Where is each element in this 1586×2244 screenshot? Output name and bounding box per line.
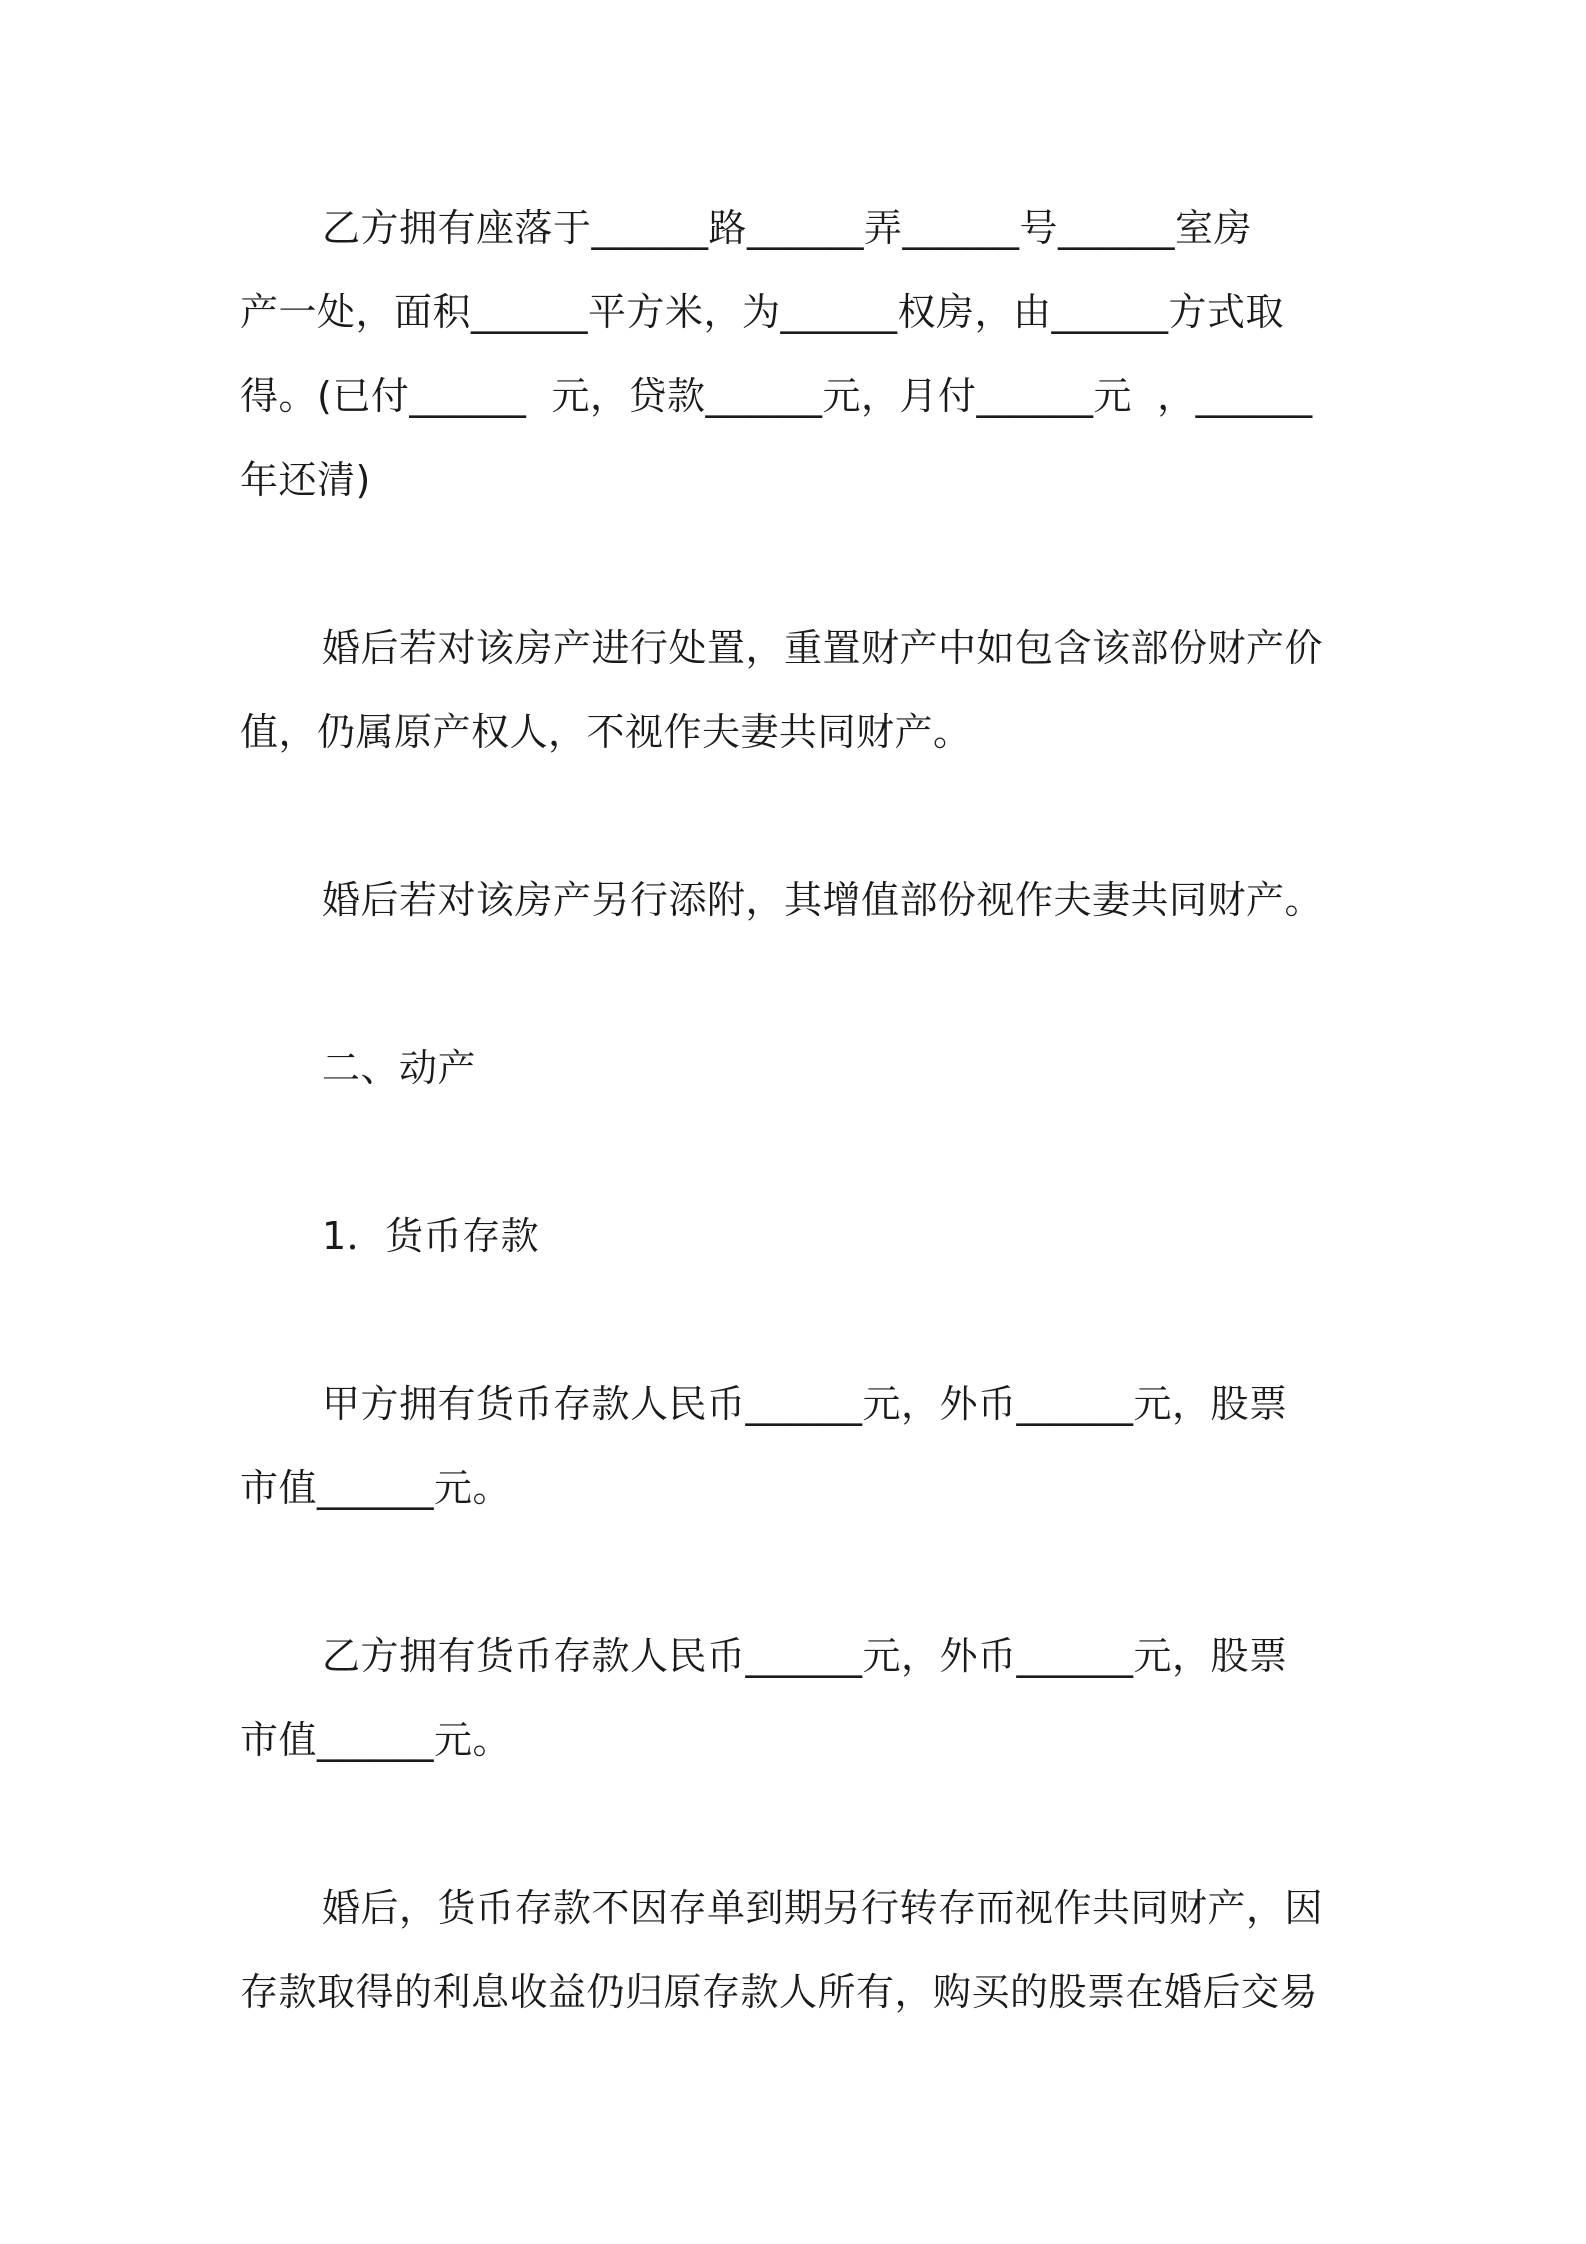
paragraph-line: 得。(已付______ 元，贷款______元，月付______元 ，______	[240, 374, 1313, 418]
paragraph-line: 乙方拥有货币存款人民币______元，外币______元，股票	[322, 1634, 1288, 1678]
paragraph-line: 婚后若对该房产另行添附，其增值部份视作夫妻共同财产。	[322, 878, 1324, 922]
paragraph-line: 存款取得的利息收益仍归原存款人所有，购买的股票在婚后交易	[240, 1970, 1319, 2014]
subsection-heading: 1．货币存款	[322, 1214, 540, 1258]
paragraph-line: 市值______元。	[240, 1466, 512, 1510]
paragraph-line: 产一处，面积______平方米，为______权房，由______方式取	[240, 290, 1285, 334]
paragraph-line: 婚后，货币存款不因存单到期另行转存而视作共同财产，因	[322, 1886, 1324, 1930]
paragraph-line: 年还清)	[240, 458, 371, 502]
paragraph-line: 婚后若对该房产进行处置，重置财产中如包含该部份财产价	[322, 626, 1324, 670]
paragraph-line: 乙方拥有座落于______路______弄______号______室房	[322, 206, 1253, 250]
paragraph-line: 值，仍属原产权人，不视作夫妻共同财产。	[240, 710, 972, 754]
section-heading: 二、动产	[322, 1046, 477, 1090]
paragraph-line: 市值______元。	[240, 1718, 512, 1762]
paragraph-line: 甲方拥有货币存款人民币______元，外币______元，股票	[322, 1382, 1288, 1426]
